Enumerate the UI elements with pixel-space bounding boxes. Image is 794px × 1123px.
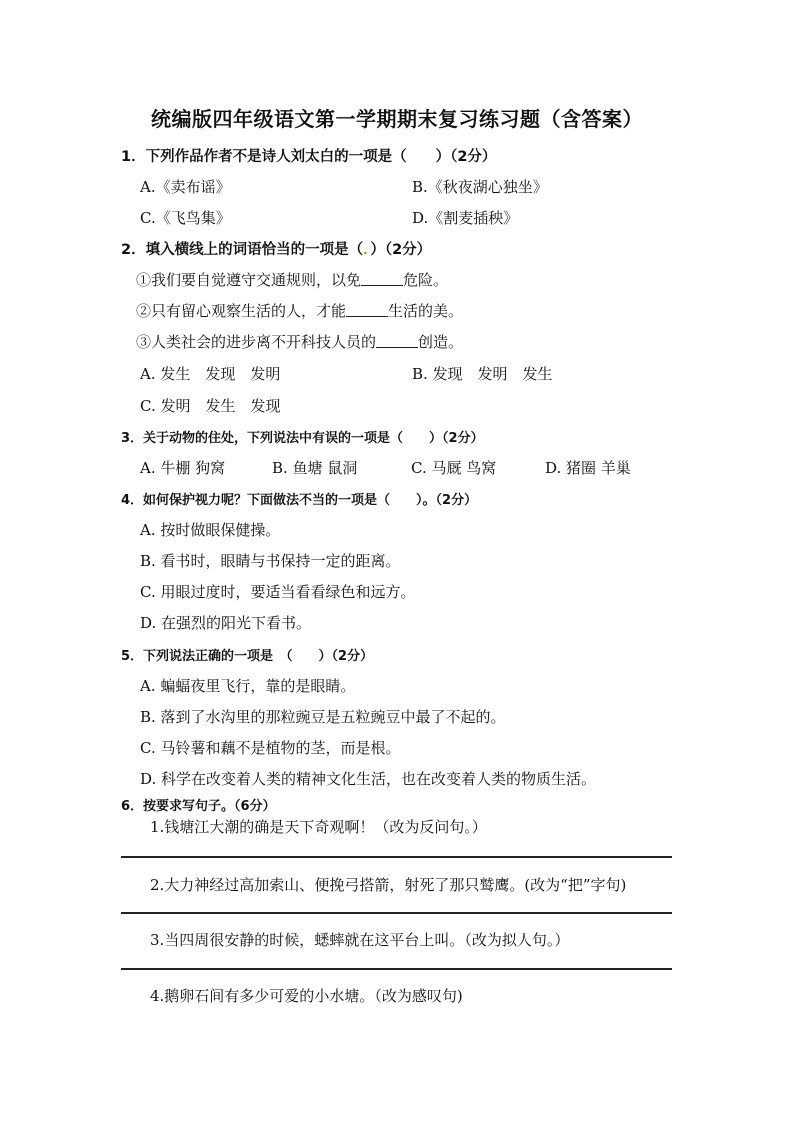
question-3-option-a: A. 牛棚 狗窝 (140, 459, 226, 477)
question-4-option-c: C. 用眼过度时，要适当看看绿色和远方。 (140, 583, 416, 601)
question-5-option-d: D. 科学在改变着人类的精神文化生活，也在改变着人类的物质生活。 (140, 770, 597, 788)
question-2-sentence-1: ①我们要自觉遵守交通规则，以免 危险。 (136, 271, 449, 289)
question-3-option-c: C. 马厩 鸟窝 (411, 459, 497, 477)
question-1-option-b: B.《秋夜湖心独坐》 (412, 178, 548, 196)
answer-mark: ． (363, 242, 371, 258)
question-4-stem: 4．如何保护视力呢？下面做法不当的一项是（ ）。（2分） (121, 493, 478, 508)
question-1-option-c: C.《飞鸟集》 (140, 209, 231, 227)
question-2-option-b: B. 发现 发明 发生 (412, 365, 553, 383)
question-4-option-b: B. 看书时，眼睛与书保持一定的距离。 (140, 552, 401, 570)
question-3-option-b: B. 鱼塘 鼠洞 (272, 459, 358, 477)
answer-line-1 (121, 856, 672, 858)
question-5-option-c: C. 马铃薯和藕不是植物的茎，而是根。 (140, 739, 401, 757)
question-4-option-d: D. 在强烈的阳光下看书。 (140, 614, 312, 632)
page-title: 统编版四年级语文第一学期期末复习练习题（含答案） (151, 107, 643, 131)
question-6-item-4: 4.鹅卵石间有多少可爱的小水塘。（改为感叹句) (150, 987, 463, 1005)
question-2-sentence-2: ②只有留心观察生活的人，才能 生活的美。 (136, 302, 464, 320)
question-5-option-b: B. 落到了水沟里的那粒豌豆是五粒豌豆中最了不起的。 (140, 708, 506, 726)
fill-blank (346, 302, 388, 317)
answer-line-2 (121, 912, 672, 914)
answer-line-3 (121, 968, 672, 970)
question-1-option-a: A.《卖布谣》 (140, 178, 231, 196)
question-4-option-a: A. 按时做眼保健操。 (140, 521, 281, 539)
question-6-item-1: 1.钱塘江大潮的确是天下奇观啊！（改为反问句。） (150, 818, 487, 836)
question-2-stem-start: 2．填入横线上的词语恰当的一项是（ (121, 242, 364, 258)
fill-blank (361, 271, 403, 286)
question-3-stem: 3．关于动物的住处，下列说法中有误的一项是（ ）（2分） (121, 431, 484, 446)
question-5-stem: 5．下列说法正确的一项是 （ ）（2分） (121, 649, 374, 664)
fill-blank (376, 333, 418, 348)
question-6-item-2: 2.大力神经过高加索山、便挽弓搭箭，射死了那只鹫鹰。(改为“把”字句) (150, 876, 627, 894)
question-2-option-a: A. 发生 发现 发明 (140, 365, 281, 383)
question-2-sentence-3: ③人类社会的进步离不开科技人员的 创造。 (136, 333, 464, 351)
question-2-stem-end: ）（2分） (370, 242, 432, 258)
question-5-option-a: A. 蝙蝠夜里飞行，靠的是眼睛。 (140, 677, 356, 695)
question-2-stem (121, 238, 431, 259)
question-2-option-c: C. 发明 发生 发现 (140, 397, 281, 415)
question-1-option-d: D.《割麦插秧》 (412, 209, 519, 227)
question-6-item-3: 3.当四周很安静的时候，蟋蟀就在这平台上叫。（改为拟人句。） (150, 931, 570, 949)
question-3-option-d: D. 猪圈 羊巢 (545, 459, 631, 477)
question-6-stem: 6．按要求写句子。（6分） (121, 799, 276, 814)
question-1-stem: 1．下列作品作者不是诗人刘太白的一项是（ ）（2分） (121, 149, 497, 165)
